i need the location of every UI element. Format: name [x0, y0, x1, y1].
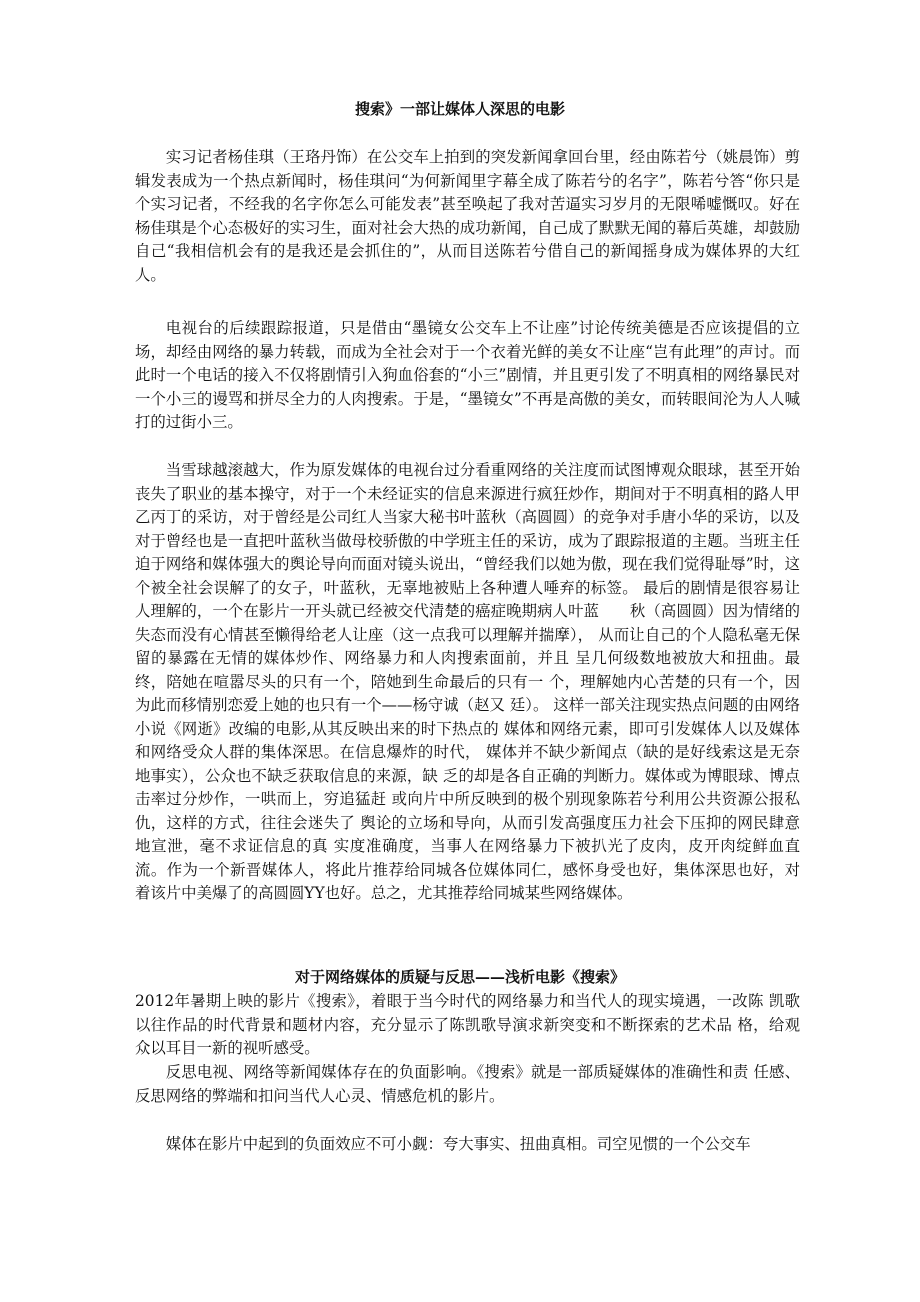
paragraph-6: 媒体在影片中起到的负面效应不可小觑：夸大事实、扭曲真相。司空见惯的一个公交车 — [165, 1135, 751, 1153]
paragraph-2: 电视台的后续跟踪报道，只是借由“墨镜女公交车上不让座”讨论传统美德是否应该提倡的立场，却经由网络的暴力转载，而成为全社会对于一个衣着光鲜的美女不让座“岂有此理”的声讨。而此时一个电话的接入不仅将剧情引入狗血俗套的“小三”剧情，并且更引发了不明真相的网络暴民对一个小三的谩骂和拼尽全力的人肉搜索。于是，“墨镜女”不再是高傲的美女，而转眼间沦为人人喊打的过街小三。 — [135, 319, 800, 431]
article-title-1: 搜索》一部让媒体人深思的电影 — [354, 100, 565, 118]
paragraph-3: 当雪球越滚越大，作为原发媒体的电视台过分看重网络的关注度而试图博观众眼球，甚至开始丧失了职业的基本操守，对于一个未经证实的信息来源进行疯狂炒作，期间对于不明真相的路人甲乙丙丁的采访，对于曾经是公司红人当家大秘书叶蓝秋（高圆圆）的竞争对手唐小华的采访，以及对于曾经也是一直把叶蓝秋当做母校骄傲的中学班主任的采访，成为了跟踪报道的主题。当班主任迫于网络和媒体强大的舆论导向而面对镜头说出，“曾经我们以她为傲，现在我们觉得耻辱”时，这个被全社会误解了的女子，叶蓝秋，无辜地被贴上各种遭人唾弃的标签。 最后的剧情是很容易让人理解的，一个在影片一开头就已经被交代清楚的癌症晚期病人叶蓝 秋（高圆圆）因为情绪的失态而没有心情甚至懒得给老人让座（这一点我可以理解并揣摩）， 从而让自己的个人隐私毫无保留的暴露在无情的媒体炒作、网络暴力和人肉搜索面前，并且 呈几何级数地被放大和扭曲。最终，陪她在喧嚣尽头的只有一个，陪她到生命最后的只有一 个，理解她内心苦楚的只有一个，因为此而移情别恋爱上她的也只有一个——杨守诚（赵又 廷）。 这样一部关注现实热点问题的由网络小说《网逝》改编的电影,从其反映出来的时下热点的 媒体和网络元素，即可引发媒体人以及媒体和网络受众人群的集体深思。在信息爆炸的时代， 媒体并不缺少新闻点（缺的是好线索这是无奈地事实），公众也不缺乏获取信息的来源，缺 乏的却是各自正确的判断力。媒体或为博眼球、博点击率过分炒作，一哄而上，穷追猛赶 或向片中所反映到的极个别现象陈若兮利用公共资源公报私仇，这样的方式，往往会迷失了 舆论的立场和导向，从而引发高强度压力社会下压抑的网民肆意地宣泄，毫不求证信息的真 实度准确度，当事人在网络暴力下被扒光了皮肉，皮开肉绽鲜血直流。作为一个新晋媒体人，将此片推荐给同城各位媒体同仁，感怀身受也好，集体深思也好，对 着该片中美爆了的高圆圆YY也好。总之，尤其推荐给同城某些网络媒体。 — [135, 461, 800, 902]
article-title-2: 对于网络媒体的质疑与反思——浅析电影《搜索》 — [294, 968, 625, 986]
paragraph-5: 反思电视、网络等新闻媒体存在的负面影响。《搜索》就是一部质疑媒体的准确性和责 任感、反思网络的弊端和扣问当代人心灵、情感危机的影片。 — [135, 1063, 800, 1105]
paragraph-4: 2012年暑期上映的影片《搜索》，着眼于当今时代的网络暴力和当代人的现实境遇，一改陈 凯歌以往作品的时代背景和题材内容，充分显示了陈凯歌导演求新突变和不断探索的艺术品 格，给观众以耳目一新的视听感受。 — [135, 992, 800, 1057]
paragraph-1: 实习记者杨佳琪（王珞丹饰）在公交车上拍到的突发新闻拿回台里，经由陈若兮（姚晨饰）剪辑发表成为一个热点新闻时，杨佳琪问“为何新闻里字幕全成了陈若兮的名字”，陈若兮答“你只是个实习记者，不经我的名字你怎么可能发表”甚至唤起了我对苦逼实习岁月的无限唏嘘慨叹。好在杨佳琪是个心态极好的实习生，面对社会大热的成功新闻，自己成了默默无闻的幕后英雄，却鼓励自己“我相信机会有的是我还是会抓住的”，从而目送陈若兮借自己的新闻摇身成为媒体界的大红人。 — [135, 148, 800, 284]
